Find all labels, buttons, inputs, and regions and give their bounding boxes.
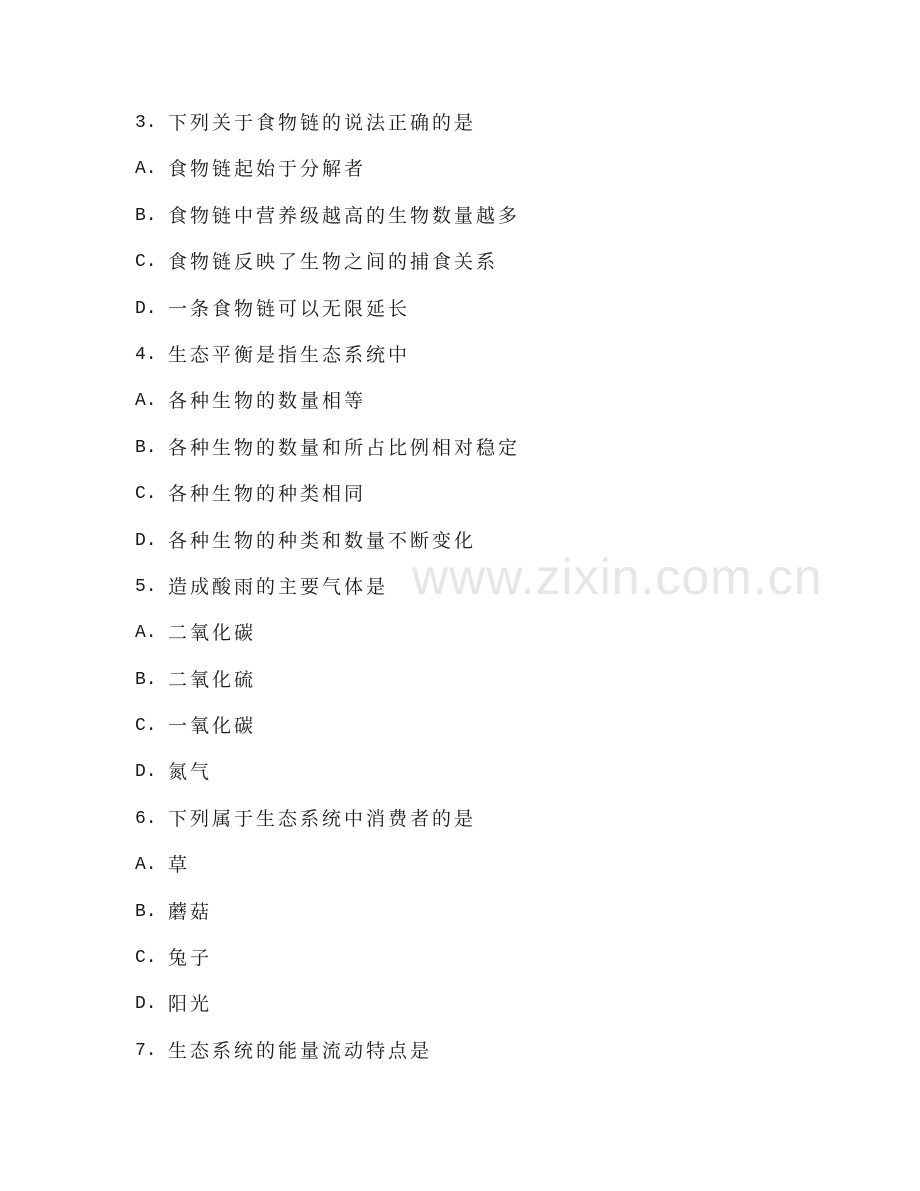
option-text: 食物链起始于分解者: [168, 158, 367, 181]
question-4-stem: [135, 340, 835, 386]
option-text: 二氧化硫: [168, 668, 257, 691]
option-text: 氮气: [168, 761, 213, 784]
option-letter: D.: [135, 298, 157, 319]
question-4-option-c: [135, 479, 835, 525]
item-number: 7.: [135, 1040, 157, 1061]
option-text: 各种生物的数量相等: [168, 390, 367, 413]
item-text: 造成酸雨的主要气体是: [168, 575, 389, 598]
option-text: 各种生物的数量和所占比例相对稳定: [168, 436, 521, 459]
watermark-text: www.zixin.com.cn: [412, 549, 823, 605]
question-7-stem: [135, 1036, 835, 1082]
item-text: 下列关于食物链的说法正确的是: [168, 112, 477, 134]
question-5-option-b: [135, 665, 835, 711]
option-text: 各种生物的种类相同: [168, 483, 367, 506]
option-text: 一氧化碳: [168, 715, 257, 738]
question-3-option-b: [135, 201, 835, 247]
option-text: 蘑菇: [168, 900, 213, 923]
question-4-option-a: [135, 386, 835, 432]
option-letter: D.: [135, 530, 157, 551]
item-number: 5.: [135, 576, 157, 597]
question-4-option-b: [135, 433, 835, 479]
question-5-option-d: [135, 757, 835, 803]
item-number: 4.: [135, 344, 157, 365]
option-letter: C.: [135, 948, 157, 969]
item-text: 生态系统的能量流动特点是: [168, 1039, 433, 1062]
option-text: 草: [168, 854, 191, 877]
option-text: 兔子: [168, 947, 213, 970]
question-3-option-c: [135, 247, 835, 293]
option-text: 各种生物的种类和数量不断变化: [168, 529, 477, 552]
option-text: 一条食物链可以无限延长: [168, 297, 411, 320]
option-letter: C.: [135, 716, 157, 737]
option-letter: A.: [135, 159, 157, 180]
option-letter: C.: [135, 484, 157, 505]
question-6-option-b: [135, 897, 835, 943]
item-text: 生态平衡是指生态系统中: [168, 343, 411, 366]
question-5-option-a: [135, 618, 835, 664]
question-6-option-a: [135, 850, 835, 896]
option-letter: D.: [135, 762, 157, 783]
option-letter: D.: [135, 994, 157, 1015]
question-5-option-c: [135, 711, 835, 757]
option-letter: B.: [135, 669, 157, 690]
option-text: 食物链反映了生物之间的捕食关系: [168, 251, 499, 274]
option-text: 食物链中营养级越高的生物数量越多: [168, 204, 521, 227]
item-number: 3.: [135, 113, 157, 133]
question-3-option-d: [135, 294, 835, 340]
question-3-option-a: [135, 154, 835, 200]
question-6-option-d: [135, 989, 835, 1035]
question-6-option-c: [135, 943, 835, 989]
option-letter: B.: [135, 205, 157, 226]
option-letter: A.: [135, 391, 157, 412]
option-text: 阳光: [168, 993, 213, 1016]
question-4-option-d: [135, 526, 835, 572]
option-letter: B.: [135, 901, 157, 922]
question-5-stem: [135, 572, 835, 618]
question-list: [135, 108, 835, 1082]
question-3-stem: [135, 108, 835, 154]
option-letter: B.: [135, 437, 157, 458]
item-text: 下列属于生态系统中消费者的是: [168, 807, 477, 830]
option-letter: A.: [135, 623, 157, 644]
option-letter: C.: [135, 252, 157, 273]
question-6-stem: [135, 804, 835, 850]
item-number: 6.: [135, 808, 157, 829]
option-text: 二氧化碳: [168, 622, 257, 645]
option-letter: A.: [135, 855, 157, 876]
